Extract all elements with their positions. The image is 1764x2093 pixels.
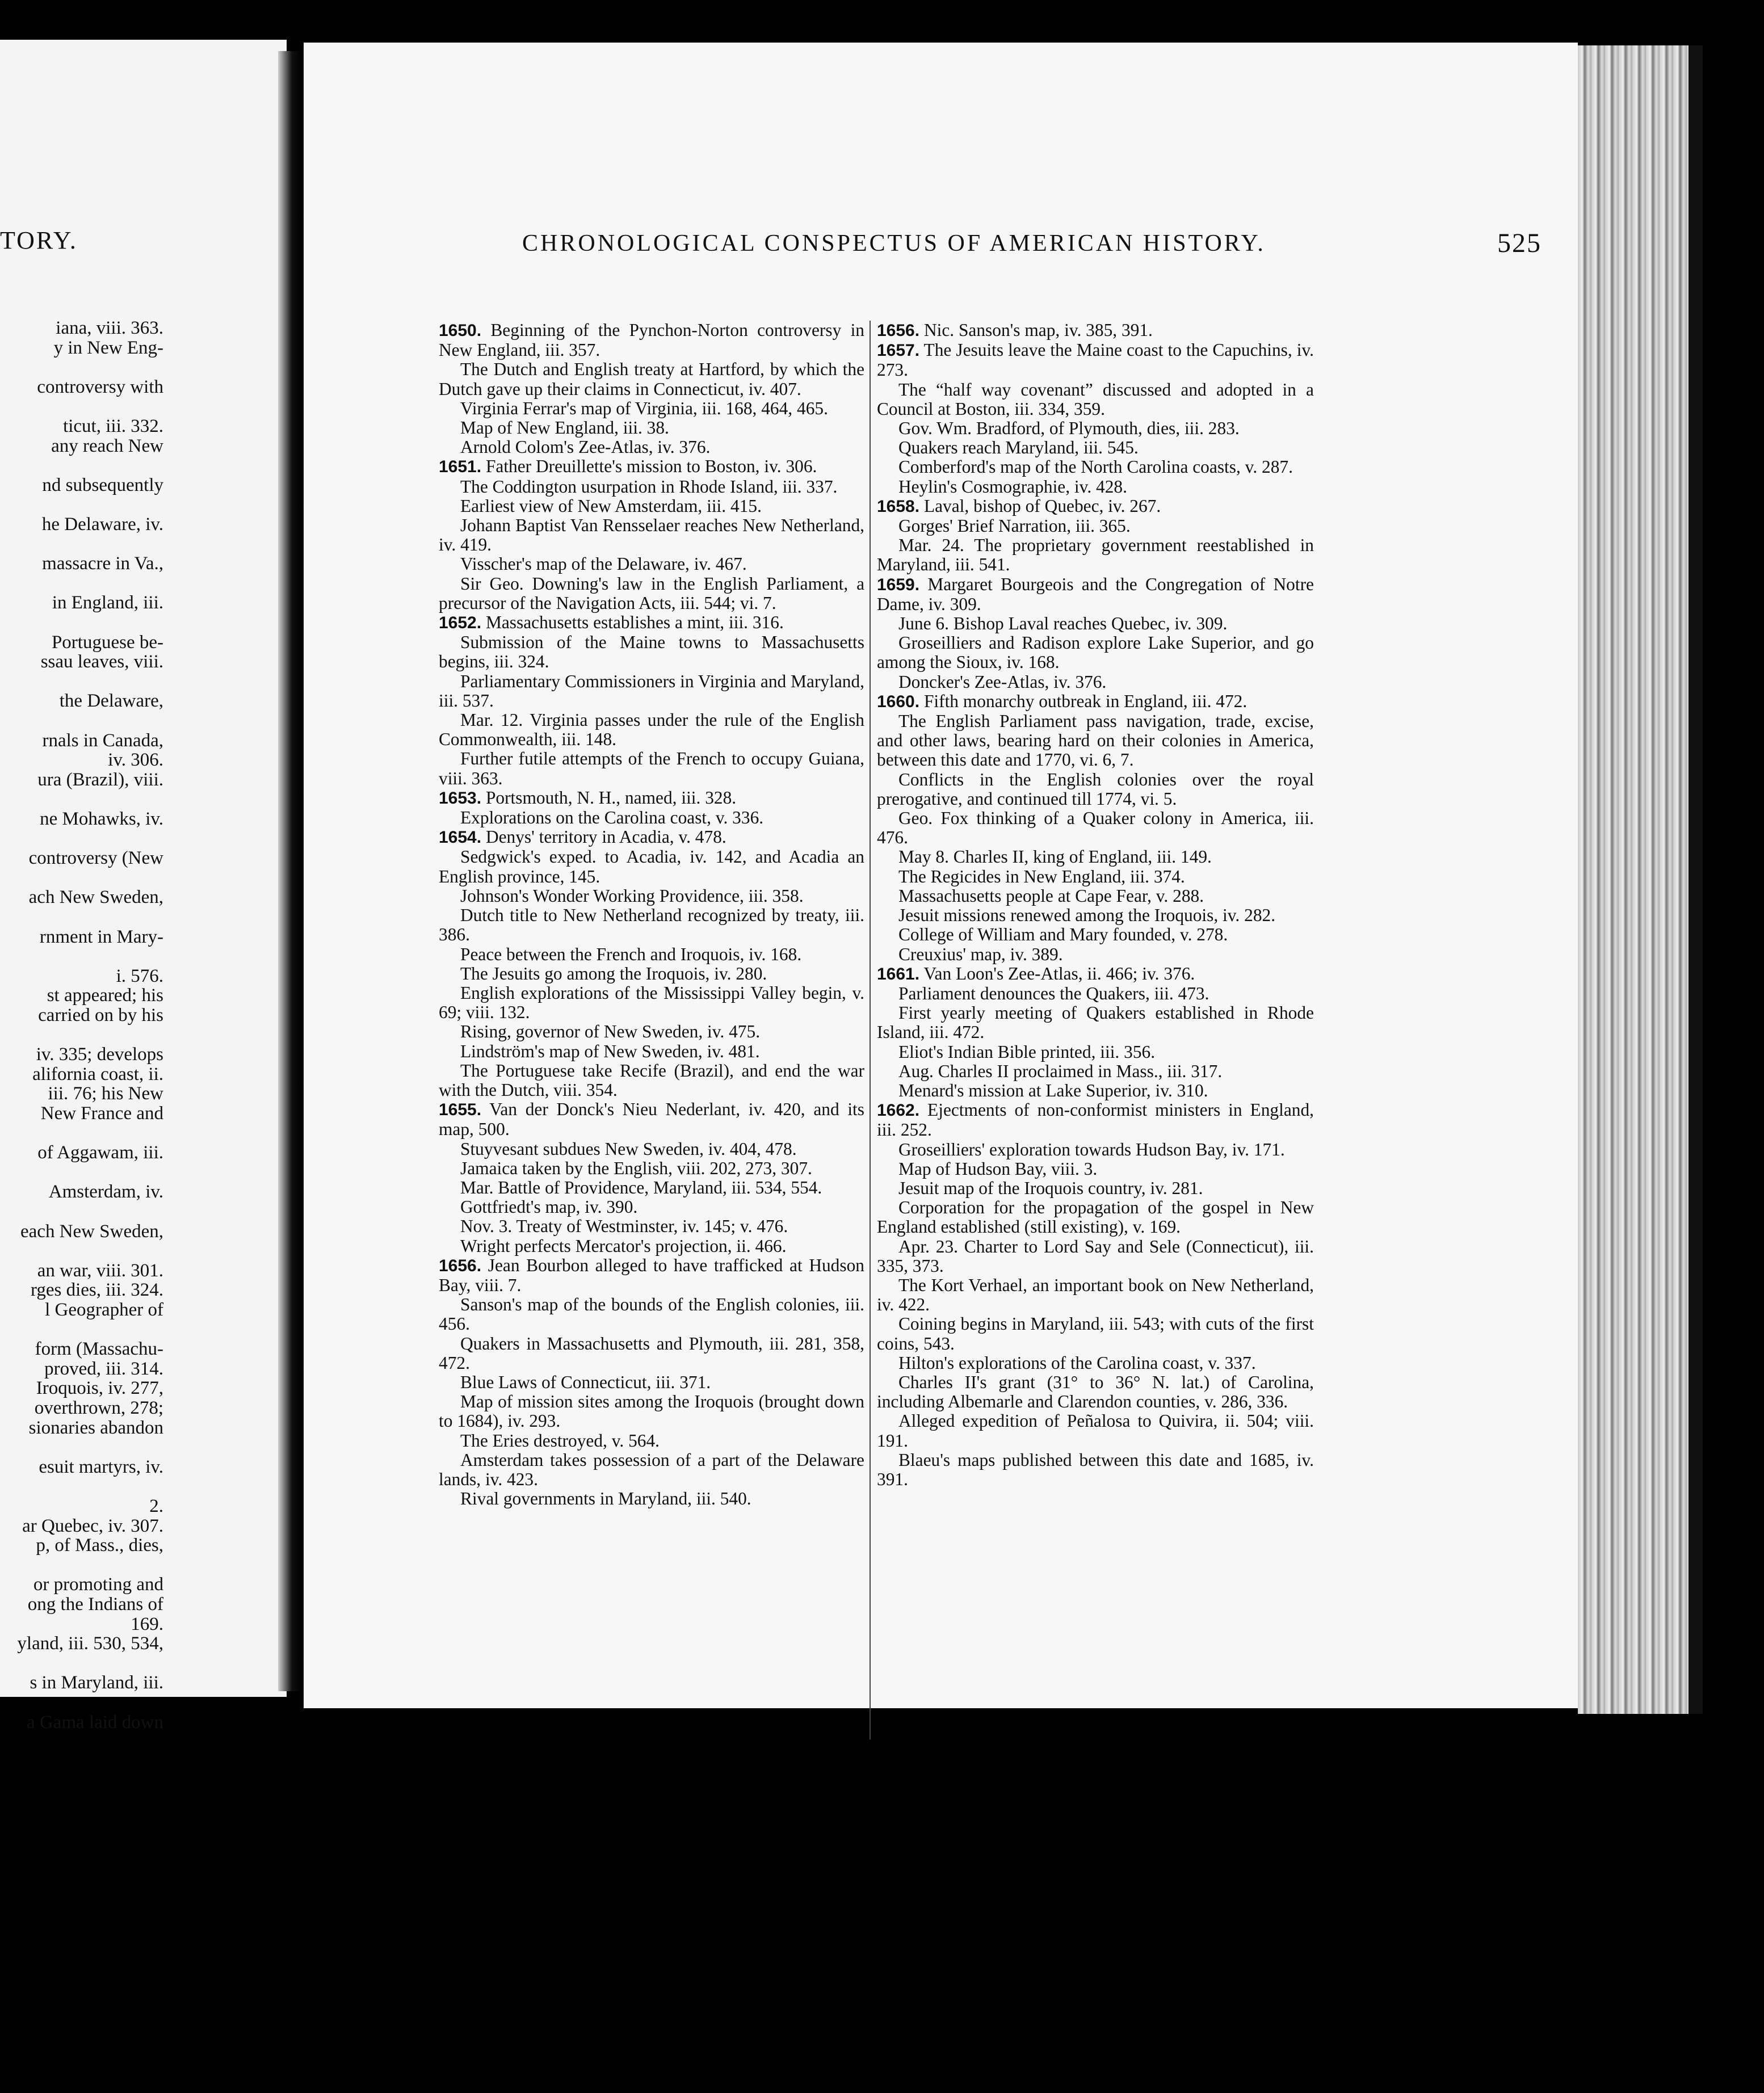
chronology-entry [877,614,1314,633]
entry-text: Coining begins in Maryland, iii. 543; with cuts of the first coins, 543. [877,1314,1314,1354]
left-page-line: proved, iii. 314. [44,1358,163,1379]
year-entry [439,1100,864,1139]
right-column [877,321,1314,1489]
entry-text: Lindström's map of New Sweden, iv. 481. [460,1041,760,1061]
entry-text: Father Dreuillette's mission to Boston, iv. 306. [485,456,817,477]
left-page-line: New France and [40,1103,163,1124]
chronology-entry [439,945,864,964]
entry-text: Mar. 12. Virginia passes under the rule of the English Commonwealth, iii. 148. [439,710,864,750]
left-page-line: Amsterdam, iv. [48,1182,163,1203]
left-page-line: controversy with [37,376,163,397]
entry-text: Peace between the French and Iroquois, iv. 168. [460,944,802,964]
chronology-entry [439,1022,864,1041]
entry-text: May 8. Charles II, king of England, iii. 149. [898,847,1212,867]
left-page-line: iana, viii. 363. [56,318,163,338]
entry-text: Parliament denounces the Quakers, iii. 473. [898,983,1209,1003]
left-page-line: ne Mohawks, iv. [40,809,163,829]
entry-text: Wright perfects Mercator's projection, ii. 466. [460,1235,787,1256]
year-entry [439,457,864,477]
chronology-entry [877,1276,1314,1314]
entry-text: Charles II's grant (31° to 36° N. lat.) of Carolina, including Albemarle and Clarendon counties, v. 286, 336. [877,1372,1314,1412]
chronology-entry [439,1431,864,1451]
entry-text: The Portuguese take Recife (Brazil), and end the war with the Dutch, viii. 354. [439,1060,864,1100]
entry-text: Eliot's Indian Bible printed, iii. 356. [898,1041,1156,1062]
chronology-entry [877,380,1314,419]
entry-text: Hilton's explorations of the Carolina coast, v. 337. [898,1352,1256,1373]
year-entry [439,788,864,808]
entry-text: Fifth monarchy outbreak in England, iii. 472. [923,691,1248,711]
chronology-entry [877,1237,1314,1276]
chronology-entry [877,809,1314,847]
entry-text: Mar. Battle of Providence, Maryland, iii. 534, 554. [460,1177,822,1197]
chronology-entry [439,574,864,613]
chronology-entry [877,1451,1314,1489]
entry-text: Visscher's map of the Delaware, iv. 467. [460,554,747,574]
entry-text: The Jesuits leave the Maine coast to the Capuchins, iv. 273. [877,340,1314,380]
left-page-line: st appeared; his [47,985,163,1006]
entry-text: Portsmouth, N. H., named, iii. 328. [485,787,737,808]
chronology-entry [439,1061,864,1100]
entry-text: Dutch title to New Netherland recognized by treaty, iii. 386. [439,905,864,945]
chronology-entry [877,945,1314,964]
entry-text: Creuxius' map, iv. 389. [898,944,1063,964]
left-page-line: ticut, iii. 332. [63,416,163,436]
left-page-line: iii. 76; his New [48,1083,163,1104]
entry-text: The “half way covenant” discussed and adopted in a Council at Boston, iii. 334, 359. [877,379,1314,419]
chronology-entry [439,399,864,418]
chronology-entry [877,1003,1314,1042]
entry-text: The Kort Verhael, an important book on New Netherland, iv. 422. [877,1275,1314,1315]
left-page-line: or promoting and [33,1574,163,1595]
year-entry [877,575,1314,614]
year-label: 1659. [877,575,920,594]
chronology-entry [877,984,1314,1003]
left-page-line: form (Massachu- [35,1339,163,1360]
chronology-entry [877,1159,1314,1179]
entry-text: Massachusetts establishes a mint, iii. 316. [485,612,784,633]
left-page-line: rnals in Canada, [42,730,163,751]
left-page-line: y in New Eng- [53,337,163,358]
year-entry [877,341,1314,380]
left-page-line: of Aggawam, iii. [37,1142,163,1163]
entry-text: Corporation for the propagation of the gospel in New England established (still existing), v. 169. [877,1197,1314,1237]
entry-text: Conflicts in the English colonies over the royal prerogative, and continued till 1774, vi. 5. [877,769,1314,809]
left-page-line: nd subsequently [42,474,163,495]
chronology-entry [439,1217,864,1236]
left-page-line: 169. [131,1613,163,1634]
chronology-entry [439,984,864,1022]
entry-text: Apr. 23. Charter to Lord Say and Sele (Connecticut), iii. 335, 373. [877,1236,1314,1276]
entry-text: Sanson's map of the bounds of the English colonies, iii. 456. [439,1295,864,1334]
entry-text: Arnold Colom's Zee-Atlas, iv. 376. [460,437,711,457]
year-label: 1658. [877,497,920,516]
entry-text: Rival governments in Maryland, iii. 540. [460,1489,751,1509]
left-page-line: carried on by his [38,1005,163,1026]
chronology-entry [439,711,864,749]
left-page-line: ach New Sweden, [28,887,163,908]
entry-text: First yearly meeting of Quakers established in Rhode Island, iii. 472. [877,1003,1314,1043]
entry-text: Rising, governor of New Sweden, iv. 475. [460,1022,761,1042]
entry-text: Aug. Charles II proclaimed in Mass., iii. 317. [898,1061,1223,1081]
left-page-line: iv. 306. [108,750,163,771]
entry-text: Quakers in Massachusetts and Plymouth, iii. 281, 358, 472. [439,1333,864,1373]
chronology-entry [439,418,864,438]
entry-text: Beginning of the Pynchon-Norton controversy in New England, iii. 357. [439,320,864,360]
entry-text: Ejectments of non-conformist ministers in England, iii. 252. [877,1100,1314,1140]
column-divider [870,321,871,1739]
chronology-entry [439,1392,864,1431]
entry-text: Blue Laws of Connecticut, iii. 371. [460,1372,711,1392]
left-page-line: yland, iii. 530, 534, [17,1633,163,1654]
entry-text: Map of mission sites among the Iroquois (brought down to 1684), iv. 293. [439,1392,864,1431]
chronology-entry [877,1179,1314,1198]
entry-text: The English Parliament pass navigation, trade, excise, and other laws, bearing hard on their colonies in America, between this date and 1770, vi. 6, 7. [877,711,1314,770]
entry-text: Amsterdam takes possession of a part of the Delaware lands, iv. 423. [439,1449,864,1489]
left-column [439,321,864,1508]
year-entry [877,692,1314,712]
page-number: 525 [1497,228,1542,258]
left-page-line: 2. [149,1496,163,1516]
chronology-entry [439,1197,864,1217]
chronology-entry [877,1062,1314,1081]
chronology-entry [877,516,1314,536]
year-entry [877,497,1314,516]
chronology-entry [439,964,864,984]
chronology-entry [877,1354,1314,1373]
entry-text: Johann Baptist Van Rensselaer reaches New Netherland, iv. 419. [439,515,864,555]
chronology-entry [877,770,1314,809]
entry-text: Parliamentary Commissioners in Virginia and Maryland, iii. 537. [439,671,864,711]
left-page-line: l Geographer of [45,1300,163,1320]
left-page-line: rges dies, iii. 324. [30,1280,163,1301]
chronology-entry [439,1178,864,1197]
year-label: 1656. [877,321,920,340]
chronology-entry [877,633,1314,672]
chronology-entry [439,886,864,906]
left-page-line: a Gama laid down [26,1712,163,1733]
entry-text: Groseilliers and Radison explore Lake Superior, and go among the Sioux, iv. 168. [877,633,1314,673]
entry-text: Virginia Ferrar's map of Virginia, iii. 168, 464, 465. [460,398,828,418]
chronology-entry [877,886,1314,906]
left-page-line: overthrown, 278; [34,1398,163,1418]
chronology-entry [439,1334,864,1373]
chronology-entry [439,847,864,886]
entry-text: Map of Hudson Bay, viii. 3. [898,1158,1098,1179]
entry-text: Nic. Sanson's map, iv. 385, 391. [923,320,1153,340]
year-label: 1662. [877,1101,920,1120]
chronology-entry [877,419,1314,438]
entry-text: Nov. 3. Treaty of Westminster, iv. 145; v. 476. [460,1216,788,1237]
entry-text: Gottfriedt's map, iv. 390. [460,1197,638,1217]
chronology-entry [439,1159,864,1178]
entry-text: Explorations on the Carolina coast, v. 336. [460,808,764,828]
year-label: 1661. [877,964,920,984]
left-page-line: s in Maryland, iii. [30,1672,163,1693]
entry-text: Johnson's Wonder Working Providence, iii. 358. [460,885,804,906]
chronology-entry [439,672,864,711]
entry-text: Earliest view of New Amsterdam, iii. 415. [460,495,762,516]
left-page-fragment [0,40,287,1733]
chronology-entry [439,906,864,944]
entry-text: Laval, bishop of Quebec, iv. 267. [923,495,1161,516]
entry-text: College of William and Mary founded, v. 278. [898,924,1228,945]
chronology-entry [877,906,1314,925]
left-page-line: alifornia coast, ii. [32,1064,163,1085]
main-page [304,43,1578,1708]
entry-text: Jean Bourbon alleged to have trafficked at Hudson Bay, viii. 7. [439,1255,864,1295]
left-page-line: in England, iii. [52,592,163,613]
chronology-entry [877,457,1314,477]
year-label: 1660. [877,692,920,711]
chronology-entry [439,1489,864,1508]
chronology-entry [877,438,1314,457]
chronology-entry [439,1042,864,1061]
entry-text: The Jesuits go among the Iroquois, iv. 280. [460,963,767,984]
entry-text: Menard's mission at Lake Superior, iv. 310. [898,1080,1208,1100]
entry-text: Jesuit map of the Iroquois country, iv. 281. [898,1178,1203,1198]
chronology-entry [439,1295,864,1334]
entry-text: Massachusetts people at Cape Fear, v. 288. [898,885,1204,906]
left-page-line: esuit martyrs, iv. [39,1456,163,1477]
chronology-entry [439,477,864,497]
entry-text: Heylin's Cosmographie, iv. 428. [898,476,1127,497]
chronology-entry [439,1237,864,1256]
chronology-entry [877,477,1314,497]
year-label: 1656. [439,1256,482,1275]
chronology-entry [877,536,1314,574]
entry-text: Jesuit missions renewed among the Iroquois, iv. 282. [898,905,1276,926]
year-label: 1653. [439,788,482,808]
left-page-line: Iroquois, iv. 277, [36,1378,163,1399]
entry-text: Groseilliers' exploration towards Hudson Bay, iv. 171. [898,1139,1285,1159]
chronology-entry [439,808,864,827]
year-entry [439,321,864,360]
chronology-entry [877,673,1314,692]
year-entry [877,1100,1314,1140]
left-running-title: TORY. [0,226,78,254]
running-title: CHRONOLOGICAL CONSPECTUS OF AMERICAN HISTORY. [522,230,1266,257]
chronology-entry [877,1140,1314,1159]
year-label: 1657. [877,341,920,360]
year-entry [877,321,1314,341]
entry-text: Denys' territory in Acadia, v. 478. [485,827,726,847]
entry-text: Margaret Bourgeois and the Congregation of Notre Dame, iv. 309. [877,574,1314,614]
left-page-line: ssau leaves, viii. [40,652,163,673]
entry-text: Van Loon's Zee-Atlas, ii. 466; iv. 376. [923,963,1195,984]
year-entry [439,1256,864,1295]
year-entry [877,964,1314,984]
chronology-entry [877,847,1314,867]
entry-text: The Coddington usurpation in Rhode Island, iii. 337. [460,476,838,497]
page-header [522,230,1578,264]
entry-text: Sedgwick's exped. to Acadia, iv. 142, and Acadia an English province, 145. [439,847,864,886]
left-page-line: an war, viii. 301. [37,1260,163,1281]
entry-text: Gorges' Brief Narration, iii. 365. [898,516,1131,536]
left-page-line: ong the Indians of [27,1594,163,1615]
chronology-entry [439,1140,864,1159]
entry-text: Mar. 24. The proprietary government reestablished in Maryland, iii. 541. [877,535,1314,575]
left-page-line: rnment in Mary- [39,926,163,947]
entry-text: The Dutch and English treaty at Hartford, by which the Dutch gave up their claims in Connecticut, iv. 407. [439,359,864,399]
left-page-line: controversy (New [28,848,163,869]
entry-text: Jamaica taken by the English, viii. 202, 273, 307. [460,1158,812,1178]
entry-text: The Eries destroyed, v. 564. [460,1430,660,1451]
chronology-entry [439,360,864,398]
chronology-entry [877,1314,1314,1353]
chronology-entry [439,1451,864,1489]
chronology-entry [439,749,864,788]
chronology-entry [439,516,864,554]
book-page-edges [1578,45,1691,1714]
left-page-line: massacre in Va., [42,553,163,574]
left-page-line: ura (Brazil), viii. [37,769,163,790]
chronology-entry [439,438,864,457]
left-page-line: iv. 335; develops [36,1044,163,1065]
left-page-line: the Delaware, [59,691,163,712]
chronology-entry [439,554,864,574]
chronology-entry [877,925,1314,944]
year-label: 1652. [439,613,482,633]
left-page-line: ar Quebec, iv. 307. [22,1515,163,1536]
left-page-line: Portuguese be- [51,632,163,653]
left-page-line: he Delaware, iv. [41,514,163,535]
entry-text: June 6. Bishop Laval reaches Quebec, iv. 309. [898,613,1228,634]
entry-text: Submission of the Maine towns to Massachusetts begins, iii. 324. [439,632,864,672]
entry-text: Geo. Fox thinking of a Quaker colony in America, iii. 476. [877,808,1314,848]
chronology-entry [877,1043,1314,1062]
entry-text: Van der Donck's Nieu Nederlant, iv. 420, and its map, 500. [439,1099,864,1140]
chronology-entry [877,1373,1314,1411]
entry-text: Comberford's map of the North Carolina coasts, v. 287. [898,457,1293,477]
year-label: 1655. [439,1100,482,1120]
entry-text: Gov. Wm. Bradford, of Plymouth, dies, iii. 283. [898,418,1240,439]
left-page-line: sionaries abandon [28,1417,163,1438]
entry-text: Sir Geo. Downing's law in the English Parliament, a precursor of the Navigation Acts, iii. 544; vi. 7. [439,573,864,613]
entry-text: English explorations of the Mississippi Valley begin, v. 69; viii. 132. [439,982,864,1023]
year-label: 1650. [439,321,482,340]
entry-text: The Regicides in New England, iii. 374. [898,866,1185,886]
left-page-line: each New Sweden, [20,1221,163,1242]
chronology-entry [877,867,1314,886]
entry-text: Doncker's Zee-Atlas, iv. 376. [898,671,1107,692]
entry-text: Stuyvesant subdues New Sweden, iv. 404, 478. [460,1138,797,1159]
chronology-entry [439,1373,864,1392]
chronology-entry [877,1081,1314,1100]
year-label: 1651. [439,457,482,477]
left-page-line: i. 576. [116,965,163,986]
left-page-line: p, of Mass., dies, [36,1535,163,1556]
book-edge-shadow [1689,45,1703,1714]
chronology-entry [877,1198,1314,1237]
year-label: 1654. [439,828,482,847]
book-gutter [278,51,301,1691]
left-page-line: any reach New [51,435,163,456]
entry-text: Blaeu's maps published between this date and 1685, iv. 391. [877,1449,1314,1489]
entry-text: Further futile attempts of the French to occupy Guiana, viii. 363. [439,749,864,788]
entry-text: Alleged expedition of Peñalosa to Quivira, ii. 504; viii. 191. [877,1411,1314,1451]
chronology-entry [439,497,864,516]
chronology-entry [877,1411,1314,1450]
year-entry [439,613,864,633]
chronology-entry [877,712,1314,770]
entry-text: Quakers reach Maryland, iii. 545. [898,438,1139,458]
entry-text: Map of New England, iii. 38. [460,418,669,438]
year-entry [439,827,864,847]
chronology-entry [439,633,864,671]
